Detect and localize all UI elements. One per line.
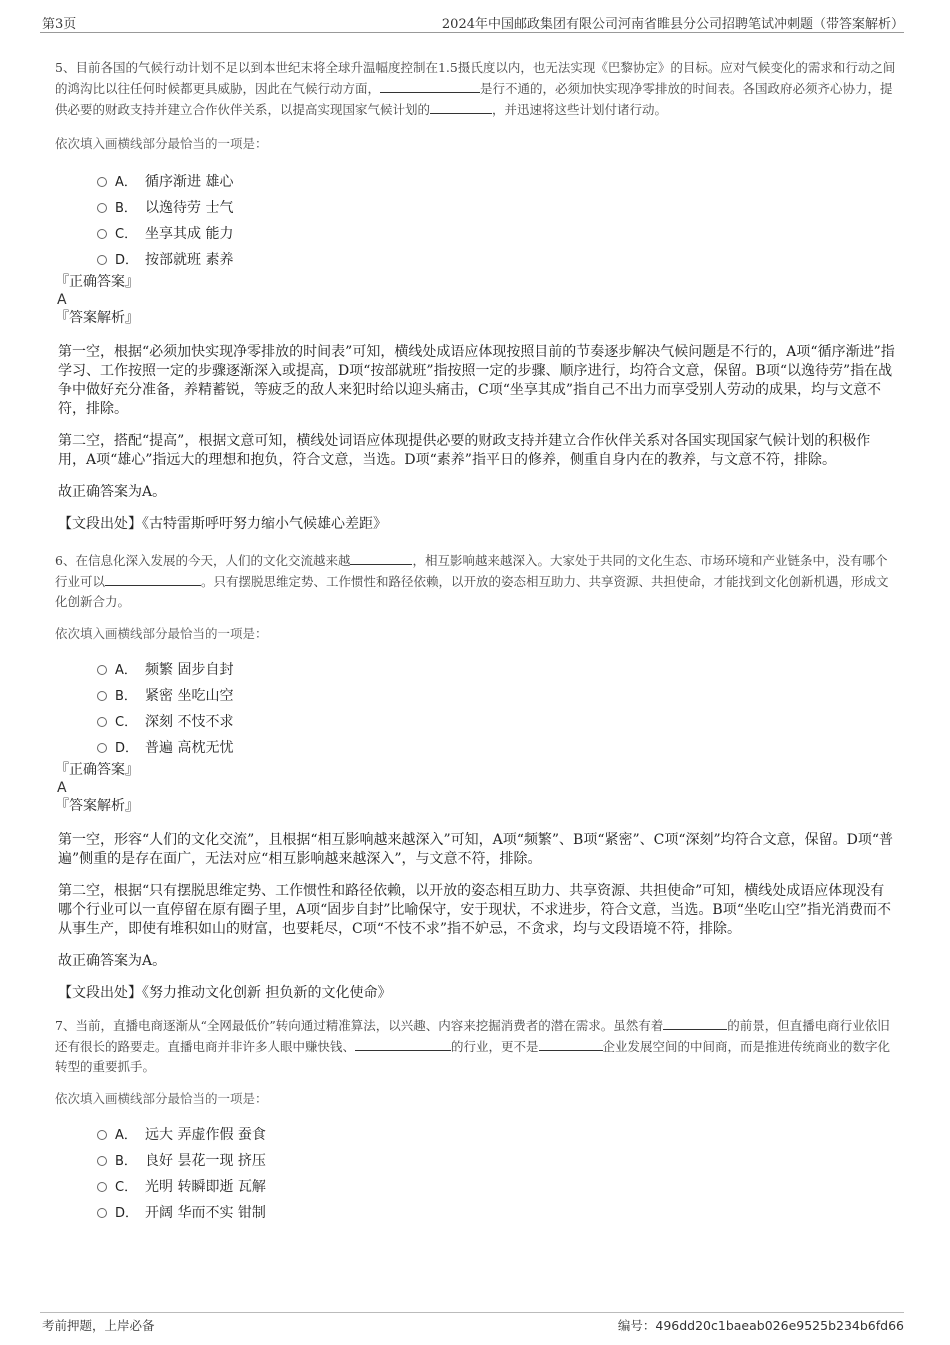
radio-icon[interactable]	[97, 1208, 107, 1218]
analysis-paragraph: 第二空，搭配“提高”，根据文意可知，横线处词语应体现提供必要的财政支持并建立合作伙伴关系对各国实现国家气候计划的积极作用，A项“雄心”指远大的理想和抱负，符合文意，当选。D项“素养”指平日的修养，侧重自身内在的教养，与文意不符，排除。	[58, 433, 871, 468]
option-b[interactable]: B． 良好 昙花一现 挤压	[55, 1148, 897, 1174]
option-list	[55, 657, 897, 761]
page-number: 第3页	[42, 17, 77, 32]
question-stem: 5、目前各国的气候行动计划不足以到本世纪末将全球升温幅度控制在1.5摄氏度以内，也无法实现《巴黎协定》的目标。应对气候变化的需求和行动之间的鸿沟比以往任何时候都更具威胁，因此在气候行动方面， 是行不通的，必须加快实现净零排放的时间表。各国政府必须齐心协力，提供必要的财政支持并建立合作伙伴关系，以提高实现国家气候计划的 ，并迅速将这些计划付诸行动。	[55, 60, 896, 117]
option-d[interactable]: D． 按部就班 素养	[55, 247, 897, 273]
option-list	[55, 1122, 897, 1226]
radio-icon[interactable]	[97, 691, 107, 701]
analysis-label: 『答案解析』	[55, 310, 139, 326]
fill-blank	[663, 1015, 727, 1030]
option-b[interactable]: B． 紧密 坐吃山空	[55, 683, 897, 709]
correct-answer: A	[57, 780, 67, 796]
option-c[interactable]: C． 坐享其成 能力	[55, 221, 897, 247]
analysis-label: 『答案解析』	[55, 798, 139, 814]
radio-icon[interactable]	[97, 743, 107, 753]
option-d[interactable]: D． 开阔 华而不实 钳制	[55, 1200, 897, 1226]
option-c[interactable]: C． 深刻 不忮不求	[55, 709, 897, 735]
question-prompt: 依次填入画横线部分最恰当的一项是：	[55, 1091, 268, 1106]
question-stem: 6、在信息化深入发展的今天，人们的文化交流越来越 ，相互影响越来越深入。大家处于共同的文化生态、市场环境和产业链条中，没有哪个行业可以 。只有摆脱思维定势、工作惯性和路径依赖，以开放的姿态相互助力、共享资源、共担使命，才能找到文化创新机遇，形成文化创新合力。	[55, 550, 897, 612]
radio-icon[interactable]	[97, 665, 107, 675]
question-6	[55, 550, 897, 1003]
option-b[interactable]: B． 以逸待劳 士气	[55, 195, 897, 221]
question-prompt: 依次填入画横线部分最恰当的一项是：	[55, 626, 268, 641]
correct-answer: A	[57, 292, 67, 308]
analysis-paragraph: 第一空，根据“必须加快实现净零排放的时间表”可知，横线处成语应体现按照目前的节奏逐步解决气候问题是不行的，A项“循序渐进”指学习、工作按照一定的步骤逐渐深入或提高，D项“按部就班”指按照一定的步骤、顺序进行，均符合文意，保留。B项“以逸待劳”指在战争中做好充分准备，养精蓄锐，等疲乏的敌人来犯时给以迎头痛击，C项“坐享其成”指自己不出力而享受别人劳动的成果，均与文意不符，排除。	[58, 344, 895, 417]
option-c[interactable]: C． 光明 转瞬即逝 瓦解	[55, 1174, 897, 1200]
fill-blank	[105, 571, 201, 586]
radio-icon[interactable]	[97, 1156, 107, 1166]
question-prompt: 依次填入画横线部分最恰当的一项是：	[55, 136, 268, 151]
question-stem: 7、当前，直播电商逐渐从“全网最低价”转向通过精准算法，以兴趣、内容来挖掘消费者的潜在需求。虽然有着 的前景，但直播电商行业依旧还有很长的路要走。直播电商并非许多人眼中赚快钱、 的行业，更不是 企业发展空间的中间商，而是推进传统商业的数字化转型的重要抓手。	[55, 1015, 897, 1077]
question-7	[55, 1015, 897, 1226]
radio-icon[interactable]	[97, 229, 107, 239]
option-list	[55, 169, 897, 273]
document-content	[55, 58, 897, 1226]
option-a[interactable]: A． 循序渐进 雄心	[55, 169, 897, 195]
radio-icon[interactable]	[97, 717, 107, 727]
footer-slogan: 考前押题，上岸必备	[42, 1318, 155, 1333]
option-d[interactable]: D． 普遍 高枕无忧	[55, 735, 897, 761]
fill-blank	[430, 99, 492, 114]
answer-label: 『正确答案』	[55, 274, 139, 290]
analysis-conclusion: 故正确答案为A。	[58, 953, 167, 969]
page-header	[40, 10, 904, 33]
page-footer	[40, 1312, 904, 1339]
option-a[interactable]: A． 频繁 固步自封	[55, 657, 897, 683]
document-code: 编号：496dd20c1baeab026e9525b234b6fd66	[617, 1318, 904, 1333]
analysis-conclusion: 故正确答案为A。	[58, 484, 167, 500]
radio-icon[interactable]	[97, 1130, 107, 1140]
radio-icon[interactable]	[97, 1182, 107, 1192]
option-a[interactable]: A． 远大 弄虚作假 蚕食	[55, 1122, 897, 1148]
answer-label: 『正确答案』	[55, 762, 139, 778]
radio-icon[interactable]	[97, 177, 107, 187]
radio-icon[interactable]	[97, 203, 107, 213]
fill-blank	[355, 1036, 451, 1051]
passage-source: 【文段出处】《努力推动文化创新 担负新的文化使命》	[58, 985, 392, 1001]
analysis-paragraph: 第二空，根据“只有摆脱思维定势、工作惯性和路径依赖，以开放的姿态相互助力、共享资源、共担使命”可知，横线处成语应体现没有哪个行业可以一直停留在原有圈子里，A项“固步自封”比喻保守，安于现状，不求进步，符合文意，当选。B项“坐吃山空”指光消费而不从事生产，即使有堆积如山的财富，也要耗尽，C项“不忮不求”指不妒忌，不贪求，均与文段语境不符，排除。	[58, 883, 892, 937]
document-title: 2024年中国邮政集团有限公司河南省睢县分公司招聘笔试冲刺题（带答案解析）	[441, 17, 904, 32]
fill-blank	[380, 78, 480, 93]
radio-icon[interactable]	[97, 255, 107, 265]
passage-source: 【文段出处】《古特雷斯呼吁努力缩小气候雄心差距》	[58, 516, 387, 532]
fill-blank	[350, 550, 412, 565]
fill-blank	[539, 1036, 603, 1051]
question-5	[55, 58, 897, 534]
analysis-paragraph: 第一空，形容“人们的文化交流”，且根据“相互影响越来越深入”可知，A项“频繁”、B项“紧密”、C项“深刻”均符合文意，保留。D项“普遍”侧重的是存在面广，无法对应“相互影响越来越深入”，与文意不符，排除。	[58, 832, 894, 867]
